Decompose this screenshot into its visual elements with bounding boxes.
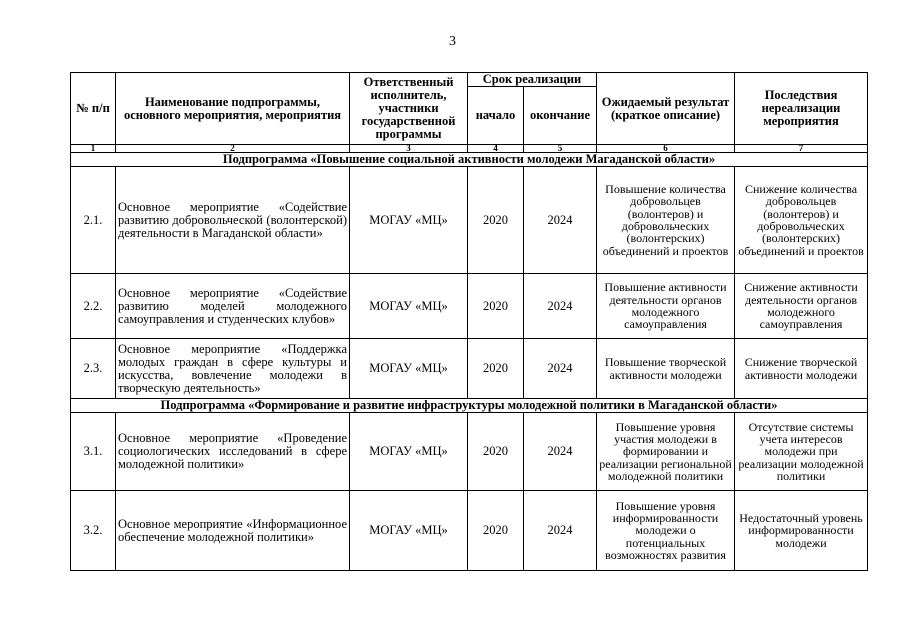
executor: МОГАУ «МЦ» [350,491,468,571]
header-period: Срок реализации [468,73,597,87]
consequences: Снижение творческой активности молодежи [735,339,868,399]
expected-result: Повышение уровня информированности молодежи о потенциальных возможностях развития [597,491,735,571]
end-year: 2024 [524,274,597,339]
activity-name: Основное мероприятие «Информационное обеспечение молодежной политики» [116,491,350,571]
table-row [71,491,868,571]
table-row [71,413,868,491]
end-year: 2024 [524,491,597,571]
column-number: 6 [597,145,735,153]
start-year: 2020 [468,491,524,571]
row-number: 2.1. [71,167,116,274]
expected-result: Повышение уровня участия молодежи в формировании и реализации региональной молодежной политики [597,413,735,491]
activity-name: Основное мероприятие «Проведение социологических исследований в сфере молодежной политики» [116,413,350,491]
executor: МОГАУ «МЦ» [350,274,468,339]
row-number: 2.2. [71,274,116,339]
expected-result: Повышение творческой активности молодежи [597,339,735,399]
end-year: 2024 [524,167,597,274]
consequences: Снижение активности деятельности органов молодежного самоуправления [735,274,868,339]
program-activities-table [70,72,868,571]
row-number: 3.1. [71,413,116,491]
column-number: 5 [524,145,597,153]
section-row [71,153,868,167]
activity-name: Основное мероприятие «Содействие развитию моделей молодежного самоуправления и студенческих клубов» [116,274,350,339]
row-number: 3.2. [71,491,116,571]
section-title: Подпрограмма «Формирование и развитие инфраструктуры молодежной политики в Магаданской области» [71,399,868,413]
executor: МОГАУ «МЦ» [350,167,468,274]
header-consequences: Последствия нереализации мероприятия [735,73,868,145]
table-row [71,274,868,339]
table-row [71,167,868,274]
start-year: 2020 [468,339,524,399]
consequences: Снижение количества добровольцев (волонтеров) и добровольческих (волонтерских) объединений и проектов [735,167,868,274]
expected-result: Повышение активности деятельности органов молодежного самоуправления [597,274,735,339]
page-number: 3 [449,34,456,49]
header-name: Наименование подпрограммы, основного мероприятия, мероприятия [116,73,350,145]
column-number: 7 [735,145,868,153]
header-end: окончание [524,87,597,145]
header-start: начало [468,87,524,145]
end-year: 2024 [524,339,597,399]
section-title: Подпрограмма «Повышение социальной активности молодежи Магаданской области» [71,153,868,167]
column-number: 1 [71,145,116,153]
consequences: Недостаточный уровень информированности молодежи [735,491,868,571]
end-year: 2024 [524,413,597,491]
column-number: 3 [350,145,468,153]
activity-name: Основное мероприятие «Содействие развитию добровольческой (волонтерской) деятельности в Магаданской области» [116,167,350,274]
header-executor: Ответственный исполнитель, участники государственной программы [350,73,468,145]
activity-name: Основное мероприятие «Поддержка молодых граждан в сфере культуры и искусства, вовлечение молодежи в творческую деятельность» [116,339,350,399]
executor: МОГАУ «МЦ» [350,339,468,399]
executor: МОГАУ «МЦ» [350,413,468,491]
table-row [71,339,868,399]
consequences: Отсутствие системы учета интересов молодежи при реализации молодежной политики [735,413,868,491]
header-num: № п/п [71,73,116,145]
row-number: 2.3. [71,339,116,399]
column-numbers-row [71,145,868,153]
start-year: 2020 [468,413,524,491]
expected-result: Повышение количества добровольцев (волонтеров) и добровольческих (волонтерских) объединений и проектов [597,167,735,274]
column-number: 4 [468,145,524,153]
section-row [71,399,868,413]
start-year: 2020 [468,274,524,339]
start-year: 2020 [468,167,524,274]
header-result: Ожидаемый результат (краткое описание) [597,73,735,145]
column-number: 2 [116,145,350,153]
